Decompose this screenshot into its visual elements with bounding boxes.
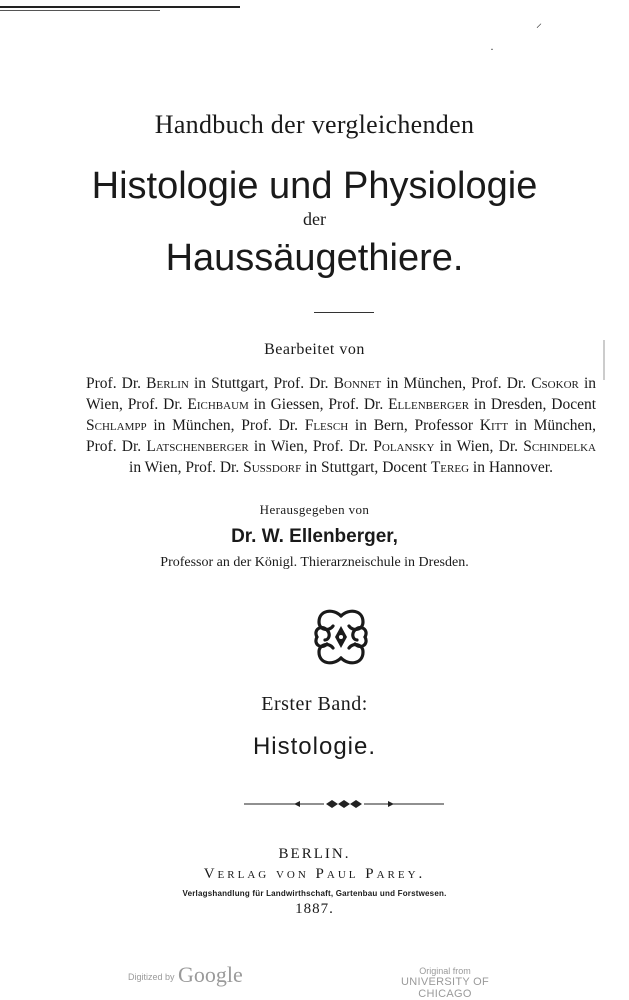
author-title: Docent <box>551 396 597 413</box>
digitized-by-label: Digitized by <box>128 972 175 982</box>
author-name: Flesch <box>304 417 349 434</box>
herausgegeben-label: Herausgegeben von <box>259 502 370 517</box>
author-name: Ellenberger <box>388 396 470 413</box>
author-entry <box>313 438 499 455</box>
author-title: Prof. Dr. <box>312 438 374 455</box>
author-location: in Bern, <box>348 417 415 434</box>
author-location: in München, <box>508 417 596 434</box>
author-entry <box>274 375 472 392</box>
author-location: in Dresden, <box>469 396 552 413</box>
title-main-2: Haussäugethiere. <box>165 237 464 279</box>
author-name: Bonnet <box>333 375 382 392</box>
author-name: Schlampp <box>86 417 147 434</box>
author-entry <box>128 396 329 413</box>
author-name: Latschenberger <box>146 438 249 455</box>
author-location: in Wien, <box>86 375 597 413</box>
author-entry <box>241 417 414 434</box>
ink-speck: ⸝ <box>536 16 543 30</box>
editor-role: Professor an der Königl. Thierarzneischule in Dresden. <box>160 555 469 570</box>
author-location: in Wien, <box>434 438 499 455</box>
author-title: Prof. Dr. <box>241 417 305 434</box>
volume-title: Histologie. <box>252 733 377 760</box>
author-location: in Stuttgart, <box>188 375 274 392</box>
author-title: Prof. Dr. <box>86 438 147 455</box>
author-entry <box>328 396 551 413</box>
bearbeitet-label: Bearbeitet von <box>264 341 365 358</box>
ink-speck: · <box>490 42 494 56</box>
page-edge-mark <box>603 340 605 380</box>
author-location: in Giessen, <box>248 396 329 413</box>
library-name: UNIVERSITY OF CHICAGO <box>400 976 490 1000</box>
author-name: Berlin <box>146 375 189 392</box>
author-name: Tereg <box>430 459 470 476</box>
title-main: Histologie und Physiologie <box>91 165 538 207</box>
imprint-publisher-sub: Verlagshandlung für Landwirthschaft, Gartenbau und Forstwesen. <box>182 889 447 898</box>
original-from-label: Original from <box>419 966 471 976</box>
author-name: Schindelka <box>523 438 596 455</box>
editor-name: Dr. W. Ellenberger, <box>231 526 398 547</box>
decorative-rule <box>244 798 444 810</box>
top-edge-rule <box>0 6 240 8</box>
title-connector: der <box>303 209 326 229</box>
top-edge-rule-thin <box>0 10 160 11</box>
library-credit <box>376 966 514 1000</box>
author-entry <box>382 459 553 476</box>
author-title: Professor <box>414 417 480 434</box>
imprint-publisher: Verlag von Paul Parey. <box>203 866 426 882</box>
author-name: Sussdorf <box>243 459 302 476</box>
printer-ornament-icon <box>311 608 371 666</box>
author-title: Dr. <box>498 438 524 455</box>
author-title: Prof. Dr. <box>127 396 188 413</box>
imprint-city: BERLIN. <box>278 846 351 862</box>
author-entry <box>86 438 313 455</box>
author-location: in Hannover. <box>469 459 553 476</box>
google-logo: Google <box>178 962 243 987</box>
author-title: Docent <box>382 459 431 476</box>
author-title: Prof. Dr. <box>471 375 532 392</box>
title-pre: Handbuch der vergleichenden <box>154 110 475 139</box>
author-title: Prof. Dr. <box>185 459 244 476</box>
author-name: Polansky <box>373 438 435 455</box>
author-title: Prof. Dr. <box>86 375 147 392</box>
author-title: Prof. Dr. <box>273 375 334 392</box>
author-entry <box>86 375 274 392</box>
author-location: in München, <box>381 375 472 392</box>
author-location: in Stuttgart, <box>301 459 383 476</box>
author-title: Prof. Dr. <box>328 396 389 413</box>
author-entry <box>185 459 382 476</box>
author-location: in München, <box>146 417 242 434</box>
title-divider <box>314 312 374 313</box>
author-entry <box>414 417 596 434</box>
imprint-year: 1887. <box>295 901 334 917</box>
author-location: in Wien, <box>248 438 313 455</box>
volume-label: Erster Band: <box>261 693 368 715</box>
author-name: Eichbaum <box>187 396 249 413</box>
author-location: in Wien, <box>129 459 186 476</box>
author-name: Kitt <box>479 417 509 434</box>
author-name: Csokor <box>531 375 579 392</box>
author-list <box>86 373 596 478</box>
